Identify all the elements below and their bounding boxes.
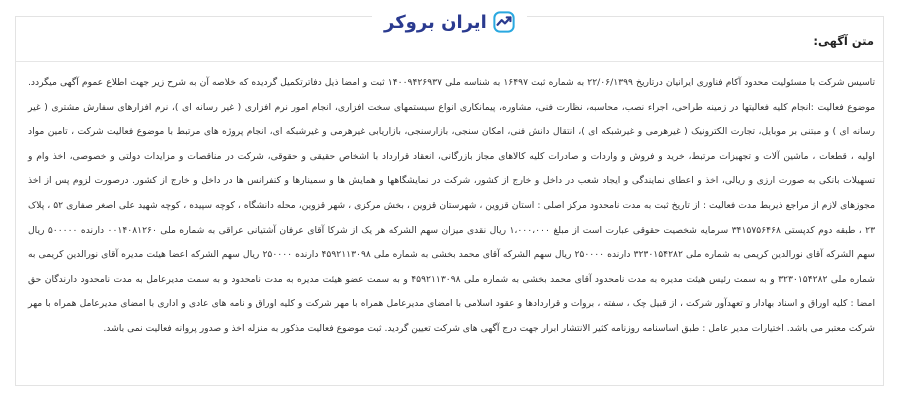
notice-card xyxy=(15,16,884,386)
header-divider xyxy=(16,61,883,62)
notice-body: تاسیس شرکت با مسئولیت محدود آکام فناوری ایرانیان درتاریخ ۲۲/۰۶/۱۳۹۹ به شماره ثبت ۱۶۴۹۷ به شناسه ملی ۱۴۰۰۹۴۲۶۹۳۷ ثبت و امضا ذیل دفاترتکمیل گردیده که خلاصه آن به شرح زیر جهت اطلاع عموم آگهی میگردد. موضوع فعالیت :انجام کلیه فعالیتها در زمینه طراحی، اجراء نصب، محاسبه، نظارت فنی، مشاوره، پیمانکاری انواع سیستمهای سخت افزاری، انجام امور نرم افزاری ( غیر رسانه ای )، نرم افزارهای سفارش مشتری ( غیر رسانه ای ) و مبتنی بر موبایل، تجارت الکترونیک ( غیرهرمی و غیرشبکه ای )، انتقال دانش فنی، امکان سنجی، بازارسنجی، بازاریابی غیرهرمی و غیرشبکه ای، انجام پروژه های مرتبط با موضوع فعالیت شرکت ، تامین مواد اولیه ، قطعات ، ماشین آلات و تجهیزات مرتبط، خرید و فروش و واردات و صادرات کلیه کالاهای مجاز بازرگانی، انعقاد قرارداد با اشخاص حقیقی و حقوقی، شرکت در مناقصات و مزایدات دولتی و خصوصی، اخذ وام و تسهیلات بانکی به صورت ارزی و ریالی، اخذ و اعطای نمایندگی و ایجاد شعب در داخل و خارج از کشور، شرکت در نمایشگاهها و همایش ها و سمینارها و کنفرانس ها در داخل و خارج از کشور. درصورت لزوم پس از اخذ مجوزهای لازم از مراجع ذیربط مدت فعالیت : از تاریخ ثبت به مدت نامحدود مرکز اصلی : استان قزوین ، شهرستان قزوین ، بخش مرکزی ، شهر قزوین، محله دانشگاه ، کوچه سپیده ، کوچه شهید علی اصغر صفاری ۵۲ ، پلاک ۲۳ ، طبقه دوم کدپستی ۳۴۱۵۷۵۶۴۶۸ سرمایه شخصیت حقوقی عبارت است از مبلغ ۱،۰۰۰،۰۰۰ ریال نقدی میزان سهم الشرکه هر یک از شرکا آقای عرفان آشتیانی عراقی به شماره ملی ۰۰۱۴۰۸۱۲۶۰ دارنده ۵۰۰۰۰۰ ریال سهم الشرکه آقای نورالدین کریمی به شماره ملی ۳۲۳۰۱۵۴۲۸۲ دارنده ۲۵۰۰۰۰ ریال سهم الشرکه آقای محمد بخشی به شماره ملی ۴۵۹۲۱۱۳۰۹۸ دارنده ۲۵۰۰۰۰ ریال سهم الشرکه اعضا هیئت مدیره آقای نورالدین کریمی به شماره ملی ۳۲۳۰۱۵۴۲۸۲ و به سمت رئیس هیئت مدیره به مدت نامحدود آقای محمد بخشی به شماره ملی ۴۵۹۲۱۱۳۰۹۸ و به سمت عضو هیئت مدیره به مدت نامحدود و به سمت مدیرعامل به مدت نامحدود دارندگان حق امضا : کلیه اوراق و اسناد بهادار و تعهدآور شرکت ، از قبیل چک ، سفته ، بروات و قراردادها و عقود اسلامی با امضای مدیرعامل همراه با مهر شرکت و کلیه اوراق و نامه های عادی و اداری با امضای مدیرعامل همراه با مهر شرکت معتبر می باشد. اختیارات مدیر عامل : طبق اساسنامه روزنامه کثیر الانتشار ابرار جهت درج آگهی های شرکت تعیین گردید. ثبت موضوع فعالیت مذکور به منزله اخذ و صدور پروانه فعالیت نمی باشد. xyxy=(28,77,876,334)
trend-chart-icon xyxy=(493,11,515,33)
notice-title: متن آگهی: xyxy=(813,34,874,48)
brand-logo-text: ایران بروکر xyxy=(384,11,487,33)
brand-logo[interactable] xyxy=(372,4,527,40)
